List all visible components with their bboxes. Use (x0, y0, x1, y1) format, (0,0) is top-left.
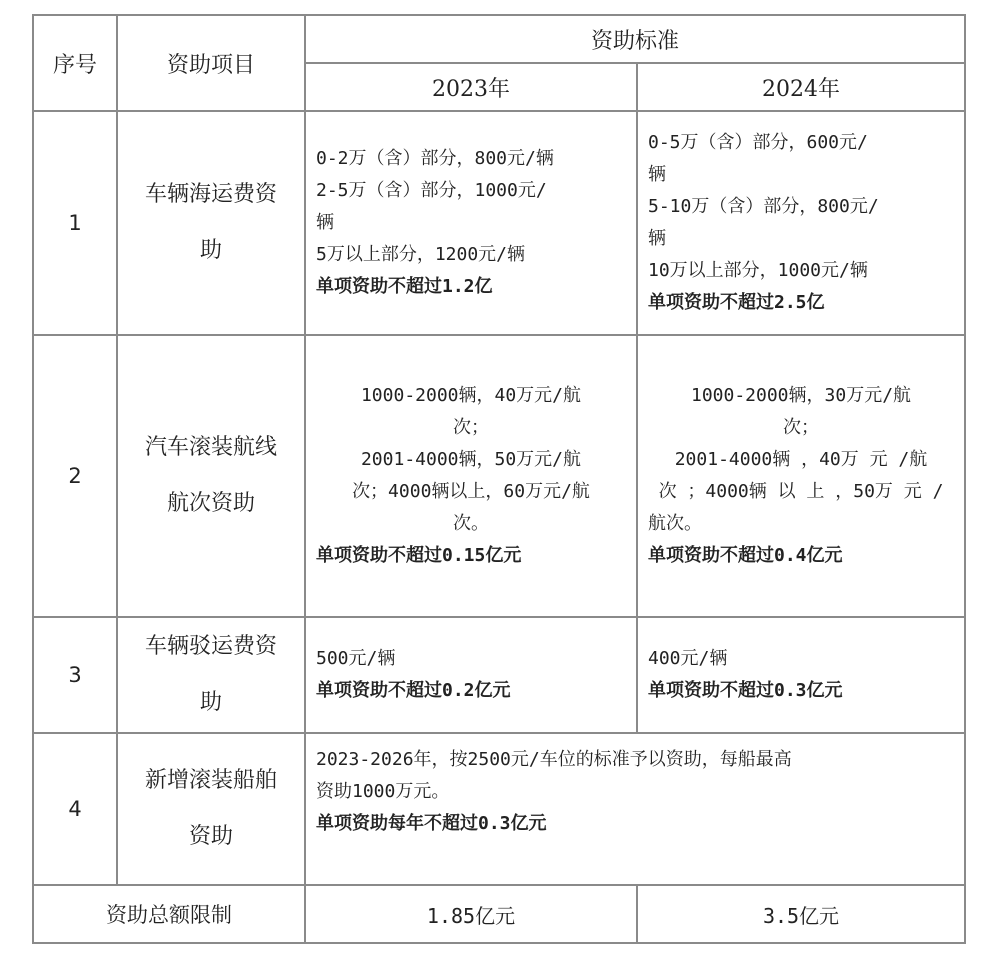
row-number: 4 (33, 733, 117, 885)
standard-line: 次。 (453, 513, 489, 534)
standard-line: 0-5万（含）部分，600元/ (648, 132, 868, 153)
standard-line: 辆 (648, 164, 666, 185)
total-2023: 1.85亿元 (305, 885, 637, 943)
standard-cap: 单项资助不超过0.2亿元 (316, 680, 511, 701)
header-standard: 资助标准 (305, 15, 965, 63)
total-label: 资助总额限制 (33, 885, 305, 943)
standard-2024 (637, 335, 965, 617)
standard-line: 10万以上部分，1000元/辆 (648, 260, 868, 281)
header-year-2023: 2023年 (305, 63, 637, 111)
item-name-line: 新增滚装船舶 (144, 768, 277, 793)
item-name (117, 617, 305, 733)
table-row (33, 617, 965, 733)
item-name (117, 111, 305, 335)
standard-line: 次； (453, 417, 489, 438)
standard-line: 2001-4000辆，50万元/航 (360, 449, 582, 470)
standard-line: 次；4000辆以上，60万元/航 (352, 481, 590, 502)
standard-line: 1000-2000辆，30万元/航 (690, 385, 912, 406)
header-item: 资助项目 (117, 15, 305, 111)
standard-line: 航次。 (648, 513, 702, 534)
standard-cap: 单项资助不超过0.4亿元 (648, 545, 843, 566)
item-name-line: 汽车滚装航线 (144, 435, 277, 460)
table-row (33, 733, 965, 885)
standard-line: 400元/辆 (648, 648, 728, 669)
item-name-line: 助 (199, 238, 222, 263)
item-name-line: 车辆驳运费资 (144, 634, 277, 659)
standard-line: 500元/辆 (316, 648, 396, 669)
standard-2024 (637, 617, 965, 733)
item-name (117, 733, 305, 885)
standard-line: 2023-2026年，按2500元/车位的标准予以资助，每船最高 (316, 749, 792, 770)
standard-line: 2001-4000辆 ，40万 元 /航 (674, 449, 928, 470)
standard-2024 (637, 111, 965, 335)
total-row (33, 885, 965, 943)
standard-line: 辆 (316, 212, 334, 233)
standard-line: 5万以上部分，1200元/辆 (316, 244, 526, 265)
standard-line: 次； (783, 417, 819, 438)
item-name-line: 航次资助 (166, 491, 255, 516)
standard-cap: 单项资助不超过0.3亿元 (648, 680, 843, 701)
table-row (33, 335, 965, 617)
item-name-line: 助 (199, 690, 222, 715)
header-no: 序号 (33, 15, 117, 111)
standard-cap: 单项资助不超过2.5亿 (648, 292, 825, 313)
row-number: 2 (33, 335, 117, 617)
standard-line: 5-10万（含）部分，800元/ (648, 196, 879, 217)
header-year-2024: 2024年 (637, 63, 965, 111)
standard-cap: 单项资助每年不超过0.3亿元 (316, 813, 547, 834)
standard-line: 1000-2000辆，40万元/航 (360, 385, 582, 406)
standard-cap: 单项资助不超过1.2亿 (316, 276, 493, 297)
standard-line: 次 ；4000辆 以 上 ，50万 元 / (658, 481, 944, 502)
standard-2023 (305, 111, 637, 335)
standard-cap: 单项资助不超过0.15亿元 (316, 545, 522, 566)
standard-merged (305, 733, 965, 885)
table-row (33, 111, 965, 335)
item-name (117, 335, 305, 617)
row-number: 3 (33, 617, 117, 733)
item-name-line: 车辆海运费资 (144, 182, 277, 207)
standard-line: 辆 (648, 228, 666, 249)
total-2024: 3.5亿元 (637, 885, 965, 943)
subsidy-table (32, 14, 966, 944)
standard-line: 资助1000万元。 (316, 781, 450, 802)
standard-2023 (305, 617, 637, 733)
standard-2023 (305, 335, 637, 617)
standard-line: 2-5万（含）部分，1000元/ (316, 180, 547, 201)
item-name-line: 资助 (188, 824, 233, 849)
row-number: 1 (33, 111, 117, 335)
standard-line: 0-2万（含）部分，800元/辆 (316, 148, 554, 169)
